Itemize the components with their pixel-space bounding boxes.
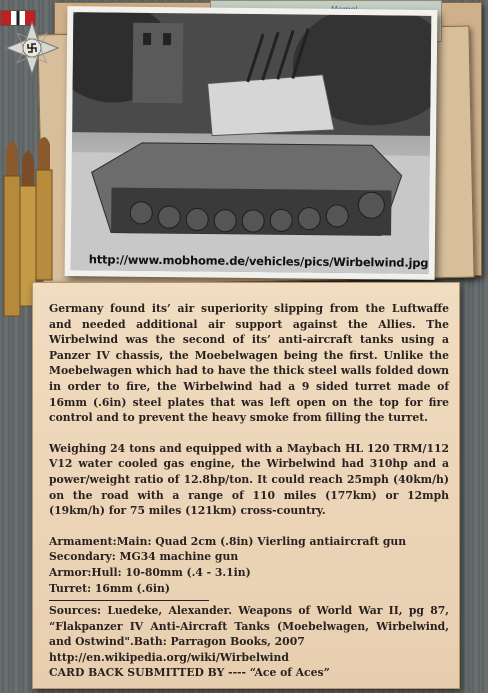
armament-secondary: Secondary: MG34 machine gun xyxy=(49,550,239,564)
card-back xyxy=(32,282,460,689)
divider xyxy=(49,600,209,601)
wiki-url: http://en.wikipedia.org/wiki/Wirbelwind xyxy=(49,650,289,664)
description-paragraph-2: Weighing 24 tons and equipped with a Maybach HL 120 TRM/112 V12 water cooled gas engine, the Wirbelwind had 310hp and a power/weight ratio of 12.8hp/ton. It could reach 25mph (40km/h) on the road with a range of 110 miles (177km) or 12mph (19km/h) for 75 miles (121km) cross-country. xyxy=(49,441,449,518)
armament-main: Armament:Main: Quad 2cm (.8in) Vierling antiaircraft gun xyxy=(49,534,407,548)
card-text xyxy=(49,301,449,681)
description-paragraph-1: Germany found its’ air superiority slipping from the Luftwaffe and needed additional air support against the Allies. The Wirbelwind was the second of its’ anti-aircraft tanks using a Panzer IV chassis, the Moebelwagen being the first. Unlike the Moebelwagen which had to have the thick steel walls folded down in order to fire, the Wirbelwind had a 9 sided turret made of 16mm (.6in) steel plates that was left open on the top for fire control and to prevent the heavy smoke from filling the turret. xyxy=(49,302,449,425)
armor-turret: Turret: 16mm (.6in) xyxy=(49,581,170,595)
medal-icon xyxy=(0,10,64,74)
sources: Sources: Luedeke, Alexander. Weapons of World War II, pg 87, “Flakpanzer IV Anti-Aircraft Tanks (Moebelwagen, Wirbelwind, and Ostwind".Bath: Parragon Books, 2007 xyxy=(49,604,449,649)
submitted-by: CARD BACK SUBMITTED BY ---- “Ace of Aces” xyxy=(49,666,330,680)
photo-source-url: http://www.mobhome.de/vehicles/pics/Wirbelwind.jpg xyxy=(88,252,429,270)
tank-photo-image xyxy=(71,12,432,274)
tank-photo xyxy=(65,6,438,280)
armor-hull: Armor:Hull: 10-80mm (.4 - 3.1in) xyxy=(49,565,251,579)
